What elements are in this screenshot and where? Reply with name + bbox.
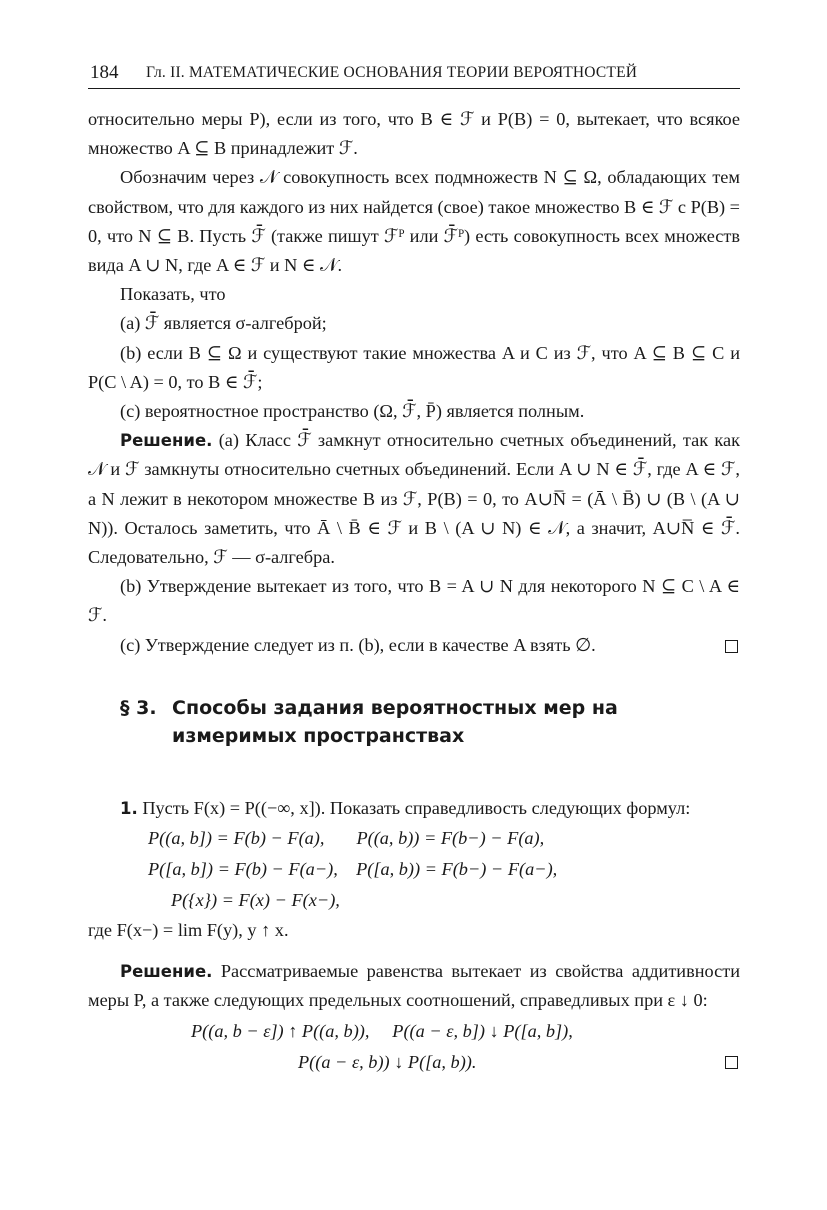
formula: P([a, b]) = F(b) − F(a−), P([a, b)) = F(b−) − F(a−), xyxy=(148,859,558,880)
list-item: (b) если B ⊆ Ω и существуют такие множества A и C из ℱ, что A ⊆ B ⊆ C и P(C \ A) = 0, то B ∈ ℱ̄; xyxy=(88,342,740,392)
paragraph: относительно меры P), если из того, что B ∈ ℱ и P(B) = 0, вытекает, что всякое множество A ⊆ B принадлежит ℱ. xyxy=(88,109,740,159)
paragraph: где F(x−) = lim F(y), y ↑ x. xyxy=(88,920,289,941)
page-body xyxy=(88,105,740,1078)
formula: P((a, b − ε]) ↑ P((a, b)), P((a − ε, b]) ↓ P([a, b]), xyxy=(191,1020,573,1041)
section-heading xyxy=(88,694,740,750)
problem-paragraph xyxy=(88,794,740,823)
formula-text: P((a − ε, b)) ↓ P([a, b)). xyxy=(298,1051,477,1072)
solution-text: Рассматриваемые равенства вытекает из свойства аддитивности меры P, а также следующих предельных соотношений, справедливых при ε ↓ 0: xyxy=(88,961,740,1011)
running-title: Гл. II. МАТЕМАТИЧЕСКИЕ ОСНОВАНИЯ ТЕОРИИ ВЕРОЯТНОСТЕЙ xyxy=(146,64,638,81)
qed-icon xyxy=(725,640,738,653)
page xyxy=(88,54,740,1078)
page-number: 184 xyxy=(90,62,119,83)
section-title: Способы задания вероятностных мер на измеримых пространствах xyxy=(172,696,618,747)
formula: P((a, b]) = F(b) − F(a), P((a, b)) = F(b−) − F(a), xyxy=(148,828,545,849)
solution-paragraph xyxy=(88,631,740,660)
list-item: (a) ℱ̄ является σ-алгеброй; xyxy=(120,313,327,334)
paragraph: Обозначим через 𝒩 совокупность всех подмножеств N ⊆ Ω, обладающих тем свойством, что для каждого из них найдется (свое) такое множество B ∈ ℱ с P(B) = 0, что N ⊆ B. Пусть ℱ̄ (также пишут ℱᴾ или ℱ̄ᴾ) есть совокупность всех множеств вида A ∪ N, где A ∈ ℱ и N ∈ 𝒩. xyxy=(88,167,740,276)
paragraph: Показать, что xyxy=(120,284,226,305)
formula xyxy=(88,1047,740,1078)
solution-paragraph xyxy=(88,426,740,572)
solution-text: (a) Класс ℱ̄ замкнут относительно счетных объединений, так как 𝒩 и ℱ замкнуты относительно счетных объединений. Если A ∪ N ∈ ℱ̄, где A ∈ ℱ, а N лежит в некотором множестве B из ℱ, P(B) = 0, то A∪N̅ = (Ā \ B̄) ∪ (B \ (A ∪ N)). Осталось заметить, что Ā \ B̄ ∈ ℱ и B \ (A ∪ N) ∈ 𝒩, а значит, A∪N̅ ∈ ℱ̄. Следовательно, ℱ — σ-алгебра. xyxy=(88,430,740,568)
qed-icon xyxy=(725,1056,738,1069)
problem-text: Пусть F(x) = P((−∞, x]). Показать справедливость следующих формул: xyxy=(142,797,691,818)
formula: P({x}) = F(x) − F(x−), xyxy=(171,890,340,911)
solution-text: (c) Утверждение следует из п. (b), если в качестве A взять ∅. xyxy=(120,634,596,655)
problem-number: 1. xyxy=(120,798,138,818)
solution-paragraph xyxy=(88,957,740,1015)
solution-label: Решение. xyxy=(120,431,213,451)
section-number: § 3. xyxy=(120,696,157,719)
solution-label: Решение. xyxy=(120,962,213,982)
list-item: (c) вероятностное пространство (Ω, ℱ̄, P̄) является полным. xyxy=(120,401,585,422)
solution-paragraph: (b) Утверждение вытекает из того, что B = A ∪ N для некоторого N ⊆ C \ A ∈ ℱ. xyxy=(88,576,740,626)
running-header xyxy=(88,54,740,89)
